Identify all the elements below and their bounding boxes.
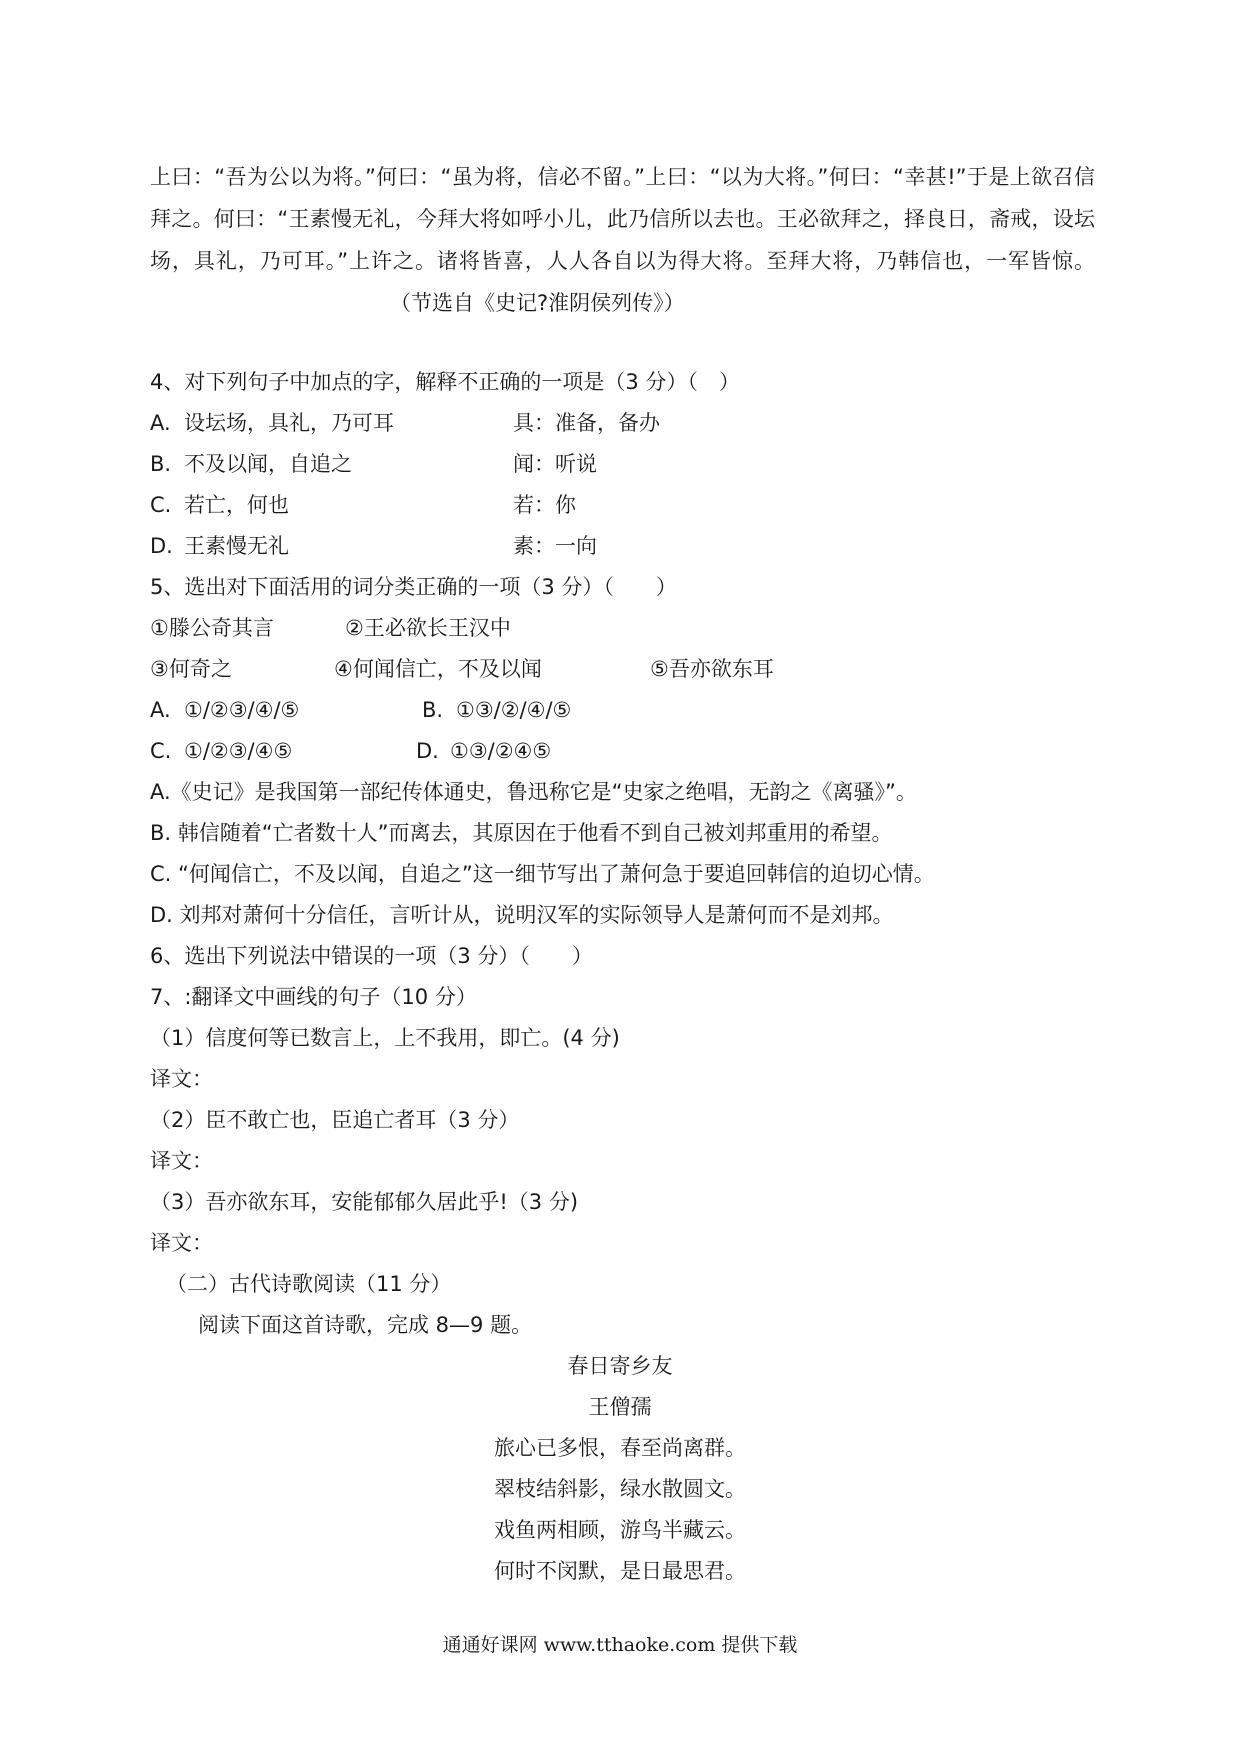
poem-title: 春日寄乡友 <box>567 1354 673 1378</box>
q4-option-text: 王素慢无礼 <box>184 534 289 558</box>
statement-c: C. “何闻信亡，不及以闻，自追之”这一细节写出了萧何急于要追回韩信的迫切心情。 <box>150 862 935 886</box>
poem-line: 旅心已多恨，春至尚离群。 <box>494 1436 746 1460</box>
q5-item: ②王必欲长王汉中 <box>345 616 511 640</box>
q5-choice-text: ①③/②/④/⑤ <box>456 698 572 722</box>
q7-stem: 7、:翻译文中画线的句子（10 分） <box>150 985 477 1009</box>
q7-answer-label-1: 译文： <box>150 1067 213 1091</box>
section-instruction: 阅读下面这首诗歌，完成 8—9 题。 <box>198 1313 533 1337</box>
q5-choice-text: ①/②③/④⑤ <box>184 739 293 763</box>
statement-b: B. 韩信随着“亡者数十人”而离去，其原因在于他看不到自己被刘邦重用的希望。 <box>150 821 893 845</box>
q5-item: ①滕公奇其言 <box>150 616 274 640</box>
poem-line: 翠枝结斜影，绿水散圆文。 <box>494 1477 746 1501</box>
q4-option-gloss: 素：一向 <box>513 534 597 558</box>
q5-choice-text: ①/②③/④/⑤ <box>184 698 300 722</box>
q5-choice-label: B. <box>422 698 444 722</box>
q4-option-text: 若亡，何也 <box>184 493 289 517</box>
q4-option-gloss: 闻：听说 <box>513 452 597 476</box>
q5-choice-label: C. <box>150 739 172 763</box>
poem-author: 王僧孺 <box>588 1395 652 1419</box>
passage <box>150 156 1095 324</box>
q6-stem: 6、选出下列说法中错误的一项（3 分）（ ） <box>150 944 593 968</box>
q5-stem: 5、选出对下面活用的词分类正确的一项（3 分）（ ） <box>150 575 677 599</box>
q5-choice-label: D. <box>416 739 439 763</box>
q5-choice-label: A. <box>150 698 171 722</box>
q4-option-label: A. <box>150 411 171 435</box>
q4-option-gloss: 若：你 <box>513 493 576 517</box>
poem-line: 何时不闵默，是日最思君。 <box>494 1559 746 1583</box>
q4-option-label: B. <box>150 452 172 476</box>
statement-a: A.《史记》是我国第一部纪传体通史，鲁迅称它是“史家之绝唱，无韵之《离骚》”。 <box>150 780 917 804</box>
q5-choice-text: ①③/②④⑤ <box>450 739 552 763</box>
q4-option-label: C. <box>150 493 172 517</box>
q7-answer-label-3: 译文： <box>150 1231 213 1255</box>
q5-item: ④何闻信亡，不及以闻 <box>334 657 542 681</box>
q5-item: ⑤吾亦欲东耳 <box>650 657 774 681</box>
q7-item-2: （2）臣不敢亡也，臣追亡者耳（3 分） <box>150 1108 520 1132</box>
q4-option-text: 设坛场，具礼，乃可耳 <box>184 411 394 435</box>
q7-item-3: （3）吾亦欲东耳，安能郁郁久居此乎!（3 分) <box>150 1190 579 1214</box>
passage-text: 上曰：“吾为公以为将。”何曰：“虽为将，信必不留。”上曰：“以为大将。”何曰：“幸甚!”于是上欲召信拜之。何曰：“王素慢无礼，今拜大将如呼小儿，此乃信所以去也。王必欲拜之，择良日，斋戒，设坛场，具礼，乃可耳。”上许之。诸将皆喜，人人各自以为得大将。至拜大将，乃韩信也，一军皆惊。 <box>150 165 1095 273</box>
statement-d: D. 刘邦对萧何十分信任，言听计从，说明汉军的实际领导人是萧何而不是刘邦。 <box>150 903 894 927</box>
q7-answer-label-2: 译文： <box>150 1149 213 1173</box>
q7-item-1: （1）信度何等已数言上，上不我用，即亡。(4 分) <box>150 1026 620 1050</box>
poem-line: 戏鱼两相顾，游鸟半藏云。 <box>494 1518 746 1542</box>
section-heading: （二）古代诗歌阅读（11 分） <box>166 1272 452 1296</box>
q4-option-text: 不及以闻，自追之 <box>184 452 352 476</box>
q4-stem: 4、对下列句子中加点的字，解释不正确的一项是（3 分）（ ） <box>150 370 740 394</box>
passage-source: （节选自《史记?淮阴侯列传》） <box>390 291 685 315</box>
page-footer: 通通好课网 www.tthaoke.com 提供下载 <box>442 1634 798 1656</box>
q5-item: ③何奇之 <box>150 657 232 681</box>
q4-option-label: D. <box>150 534 173 558</box>
q4-option-gloss: 具：准备，备办 <box>513 411 660 435</box>
